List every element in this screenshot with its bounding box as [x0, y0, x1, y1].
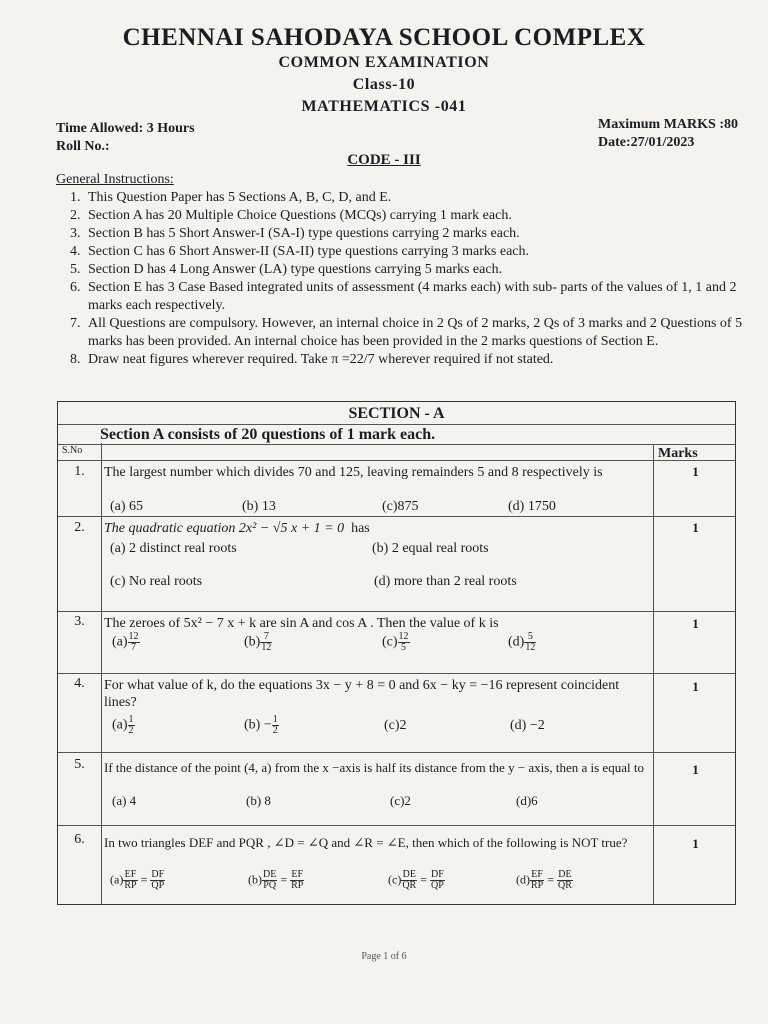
instructions-list	[70, 189, 750, 369]
marks-header: Marks	[658, 446, 698, 461]
question-mark: 1	[692, 762, 699, 777]
option-b: (b) 2 equal real roots	[372, 541, 489, 556]
option-d: (d) $\frac{5}{12}$	[508, 631, 536, 653]
option-c: (c)2	[384, 718, 407, 733]
question-text: If the distance of the point (4, a) from the x −axis is half its distance from the y − axis, then a is equal to	[104, 760, 644, 775]
section-title: SECTION - A	[348, 405, 445, 422]
question-number: 3.	[74, 614, 85, 629]
question-mark: 1	[692, 836, 699, 851]
roll-no: Roll No.:	[56, 139, 110, 154]
time-allowed: Time Allowed: 3 Hours	[56, 121, 195, 136]
question-number: 2.	[74, 520, 85, 535]
instructions-heading: General Instructions:	[56, 172, 174, 187]
option-a: (a) $\frac{EF}{RP}$ = $\frac{DF}{QP}$	[110, 869, 165, 891]
option-d: (d)6	[516, 793, 538, 808]
question-number: 5.	[74, 757, 85, 772]
option-a: (a) $\frac{12}{7}$	[112, 631, 139, 653]
exam-date: Date:27/01/2023	[598, 135, 695, 150]
option-d: (d) more than 2 real roots	[374, 574, 517, 589]
option-b: (b) − $\frac{1}{2}$	[244, 714, 278, 736]
question-number: 6.	[74, 832, 85, 847]
question-text: The zeroes of 5x² − 7 x + k are sin A and cos A . Then the value of k is	[104, 616, 499, 631]
questions-table	[57, 401, 736, 905]
page-number: Page 1 of 6	[361, 951, 407, 962]
question-mark: 1	[692, 616, 699, 631]
instruction-item: 5. Section D has 4 Long Answer (LA) type questions carrying 5 marks each.	[70, 262, 503, 277]
option-a: (a) 2 distinct real roots	[110, 541, 237, 556]
instruction-item: 6. Section E has 3 Case Based integrated units of assessment (4 marks each) with sub- parts of the values of 1, 1 and 2 marks each respectively.	[70, 280, 737, 313]
sno-header: S.No	[62, 445, 83, 456]
option-c: (c) No real roots	[110, 574, 203, 589]
instruction-item: 1. This Question Paper has 5 Sections A, B, C, D, and E.	[70, 190, 392, 205]
option-a: (a) 65	[110, 499, 144, 514]
option-d: (d) −2	[510, 718, 545, 733]
question-mark: 1	[692, 679, 699, 694]
instruction-item: 8. Draw neat figures wherever required. Take π =22/7 wherever required if not stated.	[70, 352, 554, 367]
instruction-item: 7. All Questions are compulsory. However, an internal choice in 2 Qs of 2 marks, 2 Qs of 3 marks and 2 Questions of 5 marks has been provided. An internal choice has been provided in the 2 marks questions of Section E.	[70, 316, 743, 349]
column-header-row	[58, 445, 735, 461]
option-c: (c)875	[382, 499, 419, 514]
left-meta	[56, 120, 195, 156]
question-text: For what value of k, do the equations 3x − y + 8 = 0 and 6x − ky = −16 represent coincident lines?	[104, 678, 620, 710]
class-label: Class-10	[352, 76, 416, 93]
question-mark: 1	[692, 520, 699, 535]
subject-label: MATHEMATICS -041	[301, 98, 467, 115]
instruction-item: 3. Section B has 5 Short Answer-I (SA-I) type questions carrying 2 marks each.	[70, 226, 520, 241]
section-desc: Section A consists of 20 questions of 1 mark each.	[100, 426, 436, 443]
question-text: The quadratic equation 2x² − √5 x + 1 = 0 has	[104, 521, 370, 536]
school-name: CHENNAI SAHODAYA SCHOOL COMPLEX	[122, 24, 646, 51]
option-b: (b) $\frac{DE}{PQ}$ = $\frac{EF}{RP}$	[248, 869, 304, 891]
question-mark: 1	[692, 464, 699, 479]
question-number: 1.	[74, 464, 85, 479]
option-c: (c) $\frac{12}{5}$	[382, 631, 409, 653]
max-marks: Maximum MARKS :80	[598, 117, 738, 132]
option-d: (d) $\frac{EF}{RP}$ = $\frac{DE}{QR}$	[516, 869, 572, 891]
question-text: In two triangles DEF and PQR , ∠D = ∠Q and ∠R = ∠E, then which of the following is NOT true?	[104, 835, 628, 850]
option-c: (c)2	[390, 793, 411, 808]
option-d: (d) 1750	[508, 499, 556, 514]
option-b: (b) 8	[246, 793, 271, 808]
instruction-item: 2. Section A has 20 Multiple Choice Questions (MCQs) carrying 1 mark each.	[70, 208, 512, 223]
option-a: (a) $\frac{1}{2}$	[112, 714, 134, 736]
question-text: The largest number which divides 70 and 125, leaving remainders 5 and 8 respectively is	[104, 465, 603, 480]
paper-code: CODE - III	[347, 152, 421, 168]
instruction-item: 4. Section C has 6 Short Answer-II (SA-II) type questions carrying 3 marks each.	[70, 244, 530, 259]
option-b: (b) 13	[242, 499, 276, 514]
question-number: 4.	[74, 676, 85, 691]
right-meta	[598, 116, 738, 152]
option-a: (a) 4	[112, 793, 137, 808]
exam-name: COMMON EXAMINATION	[278, 54, 490, 71]
option-c: (c) $\frac{DE}{QR}$ = $\frac{DF}{QP}$	[388, 869, 444, 891]
option-b: (b) $\frac{7}{12}$	[244, 631, 272, 653]
